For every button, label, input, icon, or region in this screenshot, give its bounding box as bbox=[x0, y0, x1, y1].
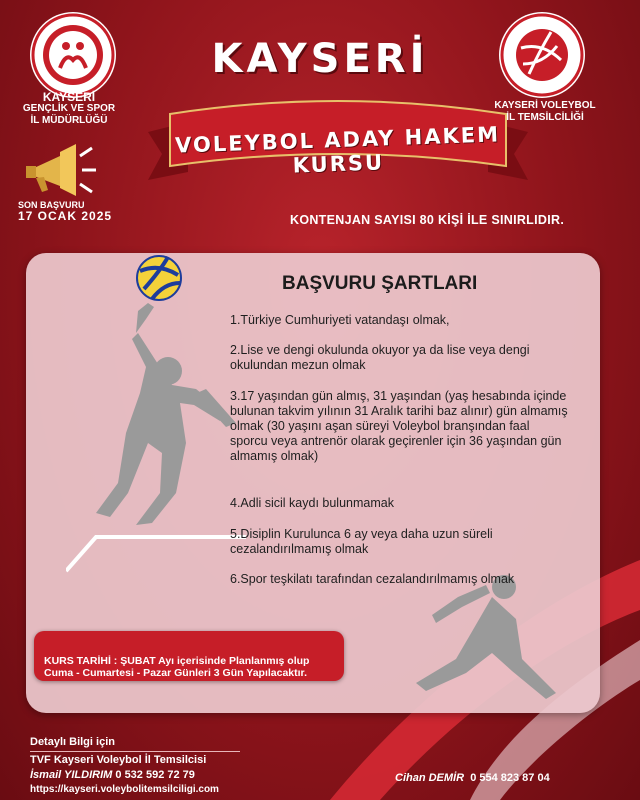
requirement-item: 2.Lise ve dengi okulunda okuyor ya da lise veya dengi okulundan mezun olmak bbox=[230, 343, 530, 372]
requirement-item: 1.Türkiye Cumhuriyeti vatandaşı olmak, bbox=[230, 313, 450, 327]
website-link[interactable]: https://kayseri.voleybolitemsilciligi.com bbox=[30, 784, 219, 795]
right-org-name: KAYSERİ VOLEYBOL İL TEMSİLCİLİĞİ bbox=[494, 100, 596, 123]
requirement-item: 5.Disiplin Kurulunca 6 ay veya daha uzun süreli cezalandırılmamış olmak bbox=[230, 527, 493, 556]
org-contact: TVF Kayseri Voleybol İl Temsilcisi bbox=[30, 754, 207, 766]
city-title: KAYSERİ bbox=[211, 36, 429, 82]
requirement-item: 3.17 yaşından gün almış, 31 yaşından (yaş hesabında içinde bulunan takvim yılının 31 Aralık tarihi baz alınır) gün almamış olmak (30 yaşını aşan süreyi Voleybol branşından faal sporcu veya antrenör olarak geçirenler için 36 yaşından gün almamış olmak) bbox=[230, 389, 568, 463]
info-title: Detaylı Bilgi için bbox=[30, 736, 115, 748]
requirements-title: BAŞVURU ŞARTLARI bbox=[282, 273, 478, 294]
requirement-item: 4.Adli sicil kaydı bulunmamak bbox=[230, 496, 394, 510]
volleyball-icon bbox=[134, 253, 184, 303]
course-date-text: KURS TARİHİ : ŞUBAT Ayı içerisinde Planlanmış olup Cuma - Cumartesi - Pazar Günleri 3 Gün Yapılacaktır. bbox=[44, 655, 310, 679]
divider bbox=[30, 751, 240, 752]
contact-2: Cihan DEMİR 0 554 823 87 04 bbox=[395, 772, 550, 784]
volleyball-emblem-icon bbox=[499, 12, 585, 98]
megaphone-icon bbox=[20, 138, 100, 198]
volleyball-federation-logo bbox=[499, 12, 585, 98]
requirement-item: 6.Spor teşkilatı tarafından cezalandırılmamış olmak bbox=[230, 572, 515, 586]
quota-notice: KONTENJAN SAYISI 80 KİŞİ İLE SINIRLIDIR. bbox=[290, 213, 565, 227]
contact-1: İsmail YILDIRIM 0 532 592 72 79 bbox=[30, 769, 195, 781]
application-deadline: SON BAŞVURU 17 OCAK 2025 bbox=[18, 200, 113, 223]
left-org-name: KAYSERİ GENÇLİK VE SPOR İL MÜDÜRLÜĞÜ bbox=[22, 90, 116, 126]
course-title: VOLEYBOL ADAY HAKEM KURSU bbox=[174, 122, 501, 178]
court-line bbox=[66, 533, 246, 573]
